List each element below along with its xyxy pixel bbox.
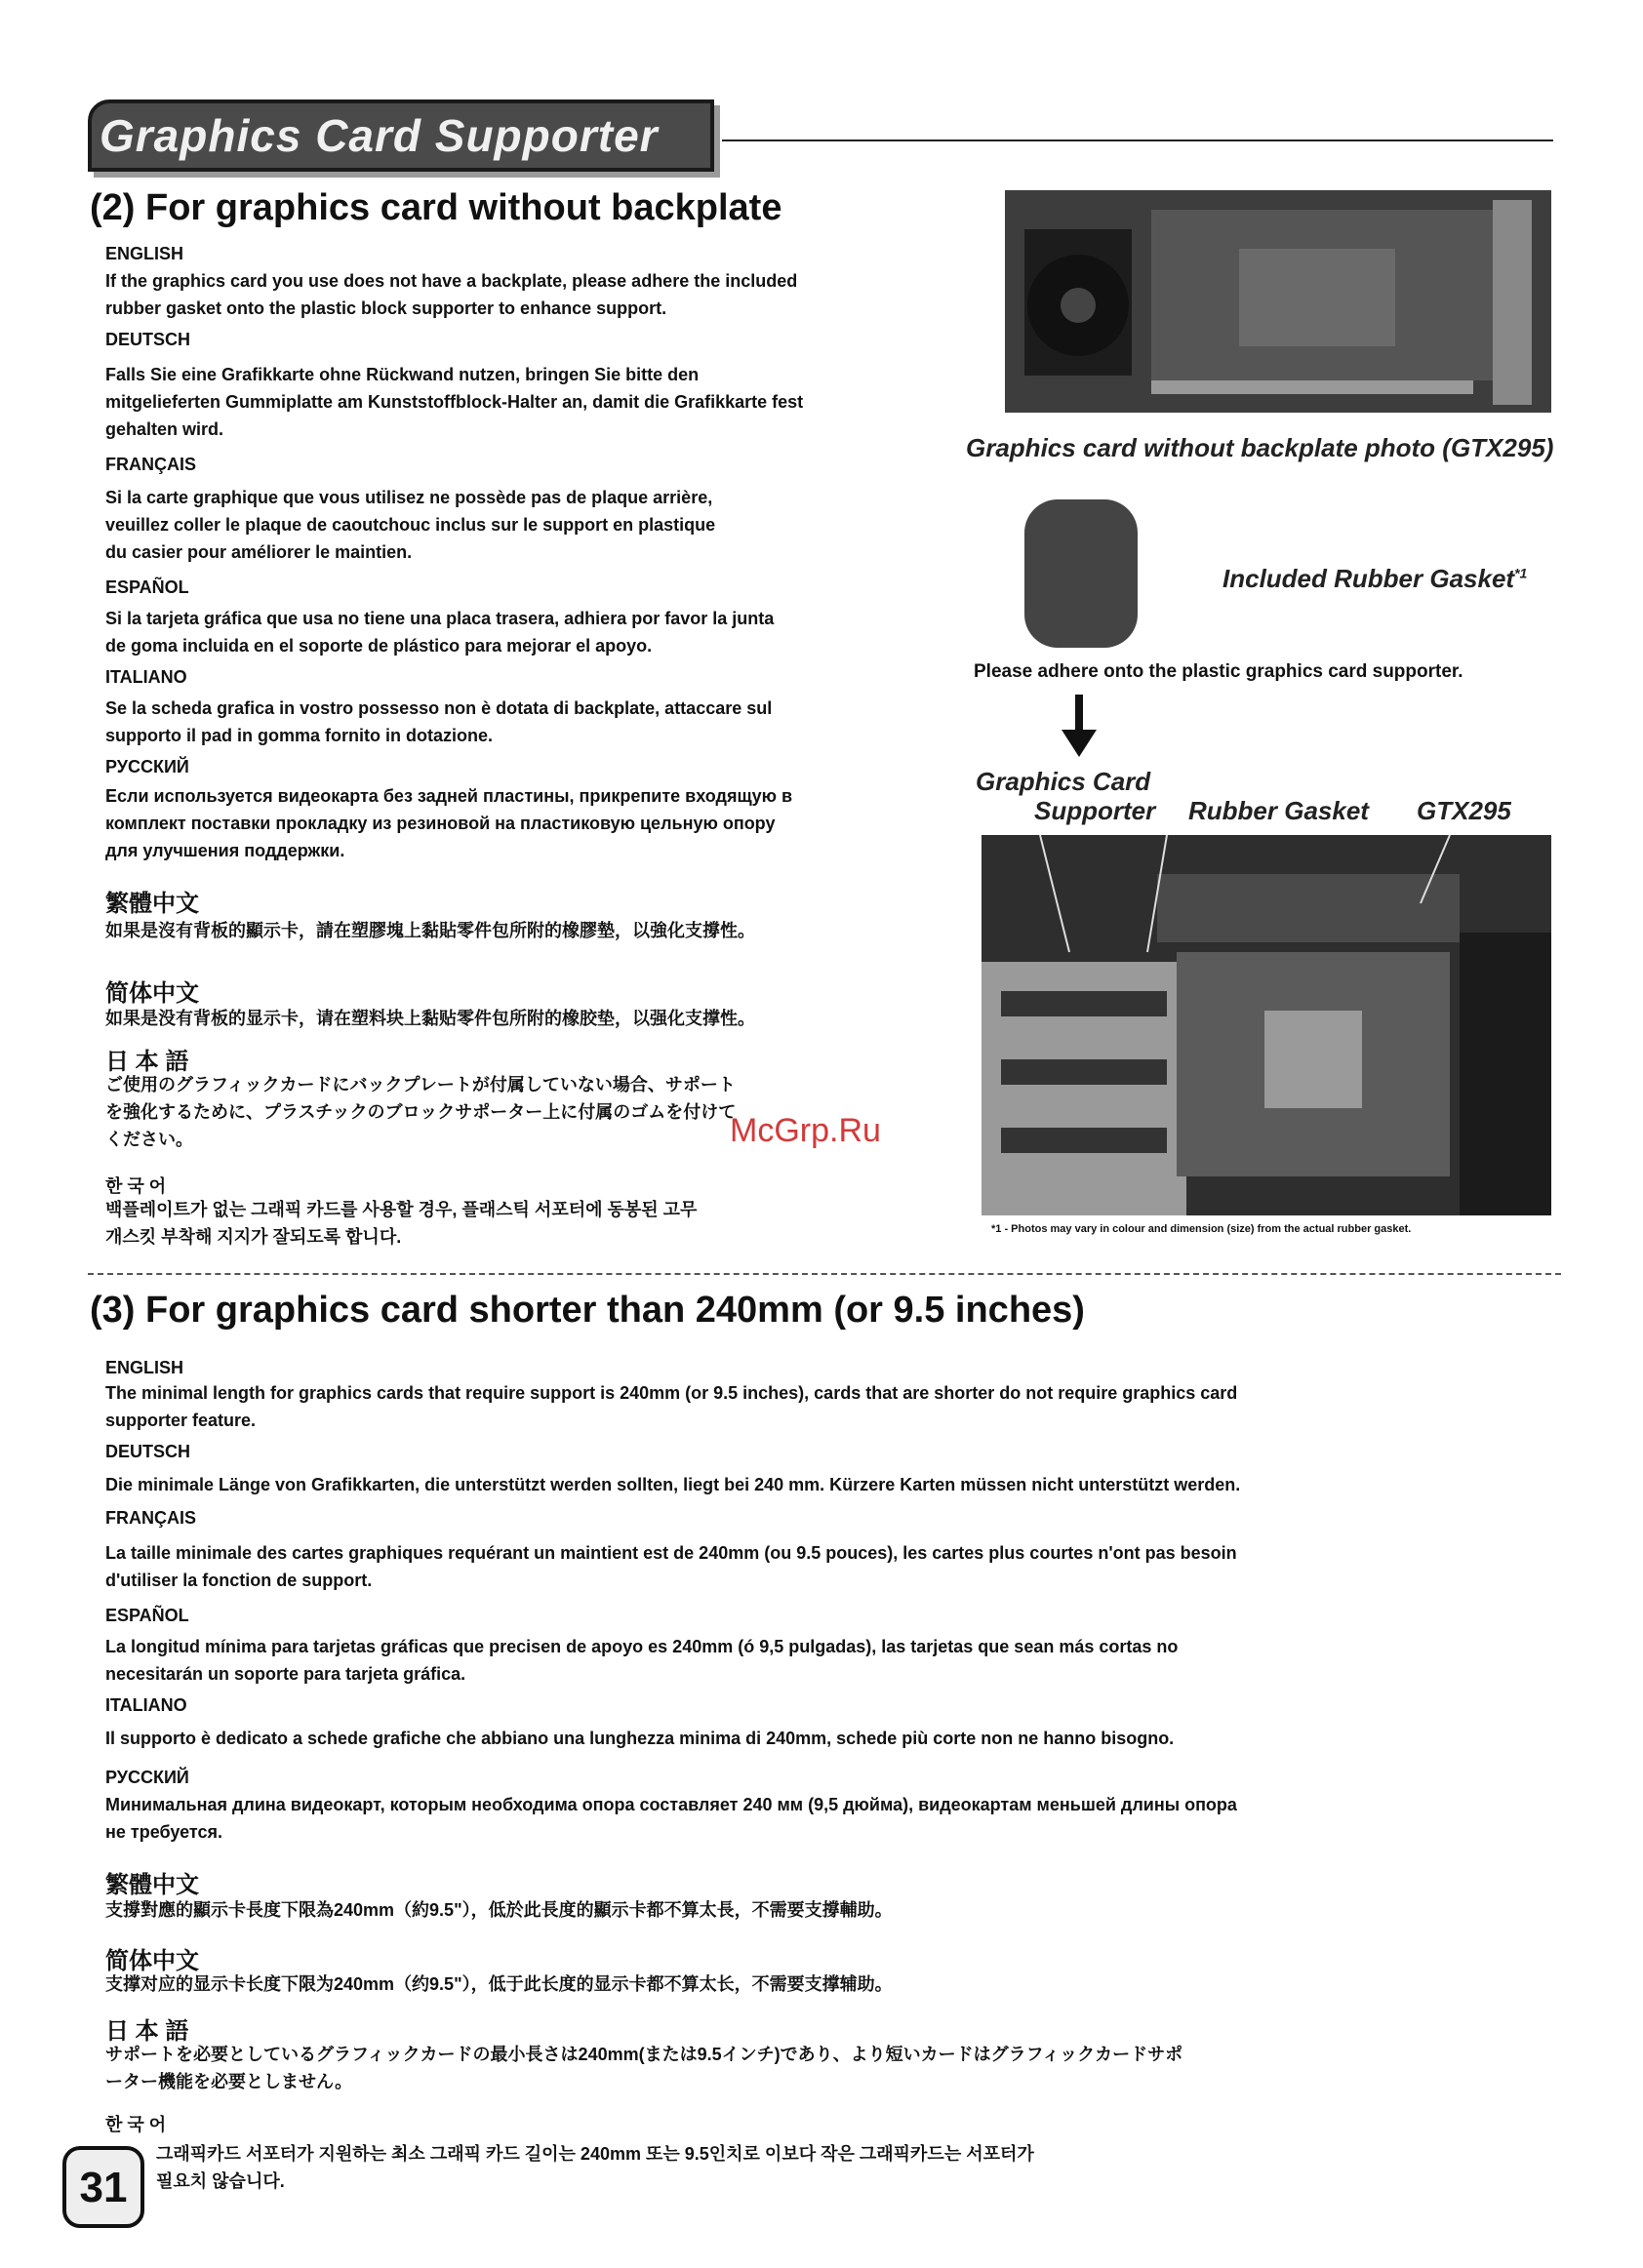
s2-text-de: Falls Sie eine Grafikkarte ohne Rückwand nutzen, bringen Sie bitte den mitgelieferten Gummiplatte am Kunststoffblock-Halter an, damit die Grafikkarte fest gehalten wird. (105, 365, 804, 439)
rubber-gasket-image (1024, 499, 1138, 648)
s2-lang-it: ITALIANO (105, 667, 187, 687)
footnote: *1 - Photos may vary in colour and dimension (size) from the actual rubber gasket. (991, 1223, 1412, 1235)
s2-text-fr: Si la carte graphique que vous utilisez ne possède pas de plaque arrière, veuillez coller le plaque de caoutchouc inclus sur le support en plastique du casier pour améliorer le maintien. (105, 488, 716, 562)
s3-text-zh-tw: 支撐對應的顯示卡長度下限為240mm（約9.5"），低於此長度的顯示卡都不算太長，不需要支撐輔助。 (105, 1900, 893, 1920)
graphics-card-image (1005, 190, 1551, 413)
installation-photo (982, 835, 1551, 1215)
arrow-down-icon (1062, 695, 1097, 757)
s3-text-de: Die minimale Länge von Grafikkarten, die unterstützt werden sollten, liegt bei 240 mm. Kürzere Karten müssen nicht unterstützt werden. (105, 1475, 1241, 1494)
s2-lang-es: ESPAÑOL (105, 577, 189, 597)
label-rubber-gasket: Rubber Gasket (1188, 796, 1369, 825)
s3-text-ko: 그래픽카드 서포터가 지원하는 최소 그래픽 카드 길이는 240mm 또는 9.5인치로 이보다 작은 그래픽카드는 서포터가 필요치 않습니다. (156, 2144, 1034, 2191)
s3-text-zh-cn: 支撑对应的显示卡长度下限为240mm（约9.5"），低于此长度的显示卡都不算太长，不需要支撑辅助。 (105, 1974, 893, 1994)
installation-image (982, 835, 1551, 1215)
s3-lang-ko: 한 국 어 (105, 2115, 167, 2134)
s2-text-zh-cn: 如果是没有背板的显示卡，请在塑料块上黏贴零件包所附的橡胶垫，以强化支撑性。 (105, 1009, 755, 1028)
s2-lang-zh-cn: 简体中文 (105, 980, 199, 1007)
s3-lang-it: ITALIANO (105, 1695, 187, 1715)
page-number: 31 (79, 2164, 128, 2211)
s2-text-it: Se la scheda grafica in vostro possesso non è dotata di backplate, attaccare sul supporto il pad in gomma fornito in dotazione. (105, 698, 773, 745)
s3-text-fr: La taille minimale des cartes graphiques requérant un maintient est de 240mm (ou 9.5 pouces), les cartes plus courtes n'ont pas besoin d'utiliser la fonction de support. (105, 1543, 1237, 1590)
section-banner (88, 99, 714, 172)
s3-lang-zh-tw: 繁體中文 (105, 1872, 199, 1898)
label-gtx295: GTX295 (1417, 796, 1511, 825)
s3-text-es: La longitud mínima para tarjetas gráficas que precisen de apoyo es 240mm (ó 9,5 pulgadas), las tarjetas que sean más cortas no necesitarán un soporte para tarjeta gráfica. (105, 1637, 1179, 1684)
s3-lang-de: DEUTSCH (105, 1442, 191, 1461)
header-rule (722, 139, 1553, 141)
s2-text-ko: 백플레이트가 없는 그래픽 카드를 사용할 경우, 플래스틱 서포터에 동봉된 고무 개스킷 부착해 지지가 잘되도록 합니다. (105, 1200, 698, 1247)
s3-lang-en: ENGLISH (105, 1358, 184, 1377)
section-2-heading: (2) For graphics card without backplate (90, 187, 782, 228)
s2-lang-en: ENGLISH (105, 244, 184, 263)
s3-lang-zh-cn: 简体中文 (105, 1948, 199, 1974)
s2-text-zh-tw: 如果是沒有背板的顯示卡，請在塑膠塊上黏貼零件包所附的橡膠墊，以強化支撐性。 (105, 921, 755, 940)
s2-lang-ru: РУССКИЙ (105, 757, 189, 776)
s2-lang-ja: 日 本 語 (105, 1049, 189, 1075)
s3-lang-ja: 日 本 語 (105, 2018, 189, 2045)
s3-text-en: The minimal length for graphics cards that require support is 240mm (or 9.5 inches), cards that are shorter do not require graphics card supporter feature. (105, 1383, 1238, 1430)
s2-text-ja: ご使用のグラフィックカードにバックプレートが付属していない場合、サポート を強化するために、プラスチックのブロックサポーター上に付属のゴムを付けて ください。 (105, 1075, 737, 1149)
label-supporter-line2: Supporter (1034, 796, 1156, 825)
section-3-heading: (3) For graphics card shorter than 240mm (or 9.5 inches) (90, 1290, 1085, 1331)
s2-text-en: If the graphics card you use does not have a backplate, please adhere the included rubber gasket onto the plastic block supporter to enhance support. (105, 271, 798, 318)
section-divider (88, 1273, 1561, 1275)
s2-text-ru: Если используется видеокарта без задней пластины, прикрепите входящую в комплект поставки прокладку из резиновой на пластиковую цельную опору для улучшения поддержки. (105, 786, 793, 860)
label-supporter-line1: Graphics Card (976, 767, 1151, 796)
s3-text-it: Il supporto è dedicato a schede grafiche che abbiano una lunghezza minima di 240mm, schede più corte non ne hanno bisogno. (105, 1729, 1175, 1748)
s2-lang-fr: FRANÇAIS (105, 455, 196, 474)
page-title: Graphics Card Supporter (100, 110, 659, 161)
s2-lang-de: DEUTSCH (105, 330, 191, 349)
graphics-card-photo (1005, 190, 1551, 413)
s3-text-ja: サポートを必要としているグラフィックカードの最小長さは240mm(または9.5インチ)であり、より短いカードはグラフィックカードサポ ーター機能を必要としません。 (105, 2045, 1183, 2091)
s3-lang-es: ESPAÑOL (105, 1606, 189, 1625)
gasket-label: Included Rubber Gasket$^{*1}$ (1222, 564, 1528, 593)
s2-text-es: Si la tarjeta gráfica que usa no tiene una placa trasera, adhiera por favor la junta de goma incluida en el soporte de plástico para mejorar el apoyo. (105, 609, 775, 656)
page-number-box (62, 2146, 144, 2228)
s3-text-ru: Минимальная длина видеокарт, которым необходима опора составляет 240 мм (9,5 дюйма), видеокартам меньшей длины опора не требуется. (105, 1795, 1237, 1842)
s2-lang-ko: 한 국 어 (105, 1176, 167, 1196)
watermark-text: McGrp.Ru (730, 1112, 881, 1149)
adhere-note: Please adhere onto the plastic graphics card supporter. (974, 661, 1463, 682)
photo-caption: Graphics card without backplate photo (GTX295) (966, 433, 1554, 462)
s2-lang-zh-tw: 繁體中文 (105, 891, 199, 917)
s3-lang-fr: FRANÇAIS (105, 1508, 196, 1528)
s3-lang-ru: РУССКИЙ (105, 1768, 189, 1787)
